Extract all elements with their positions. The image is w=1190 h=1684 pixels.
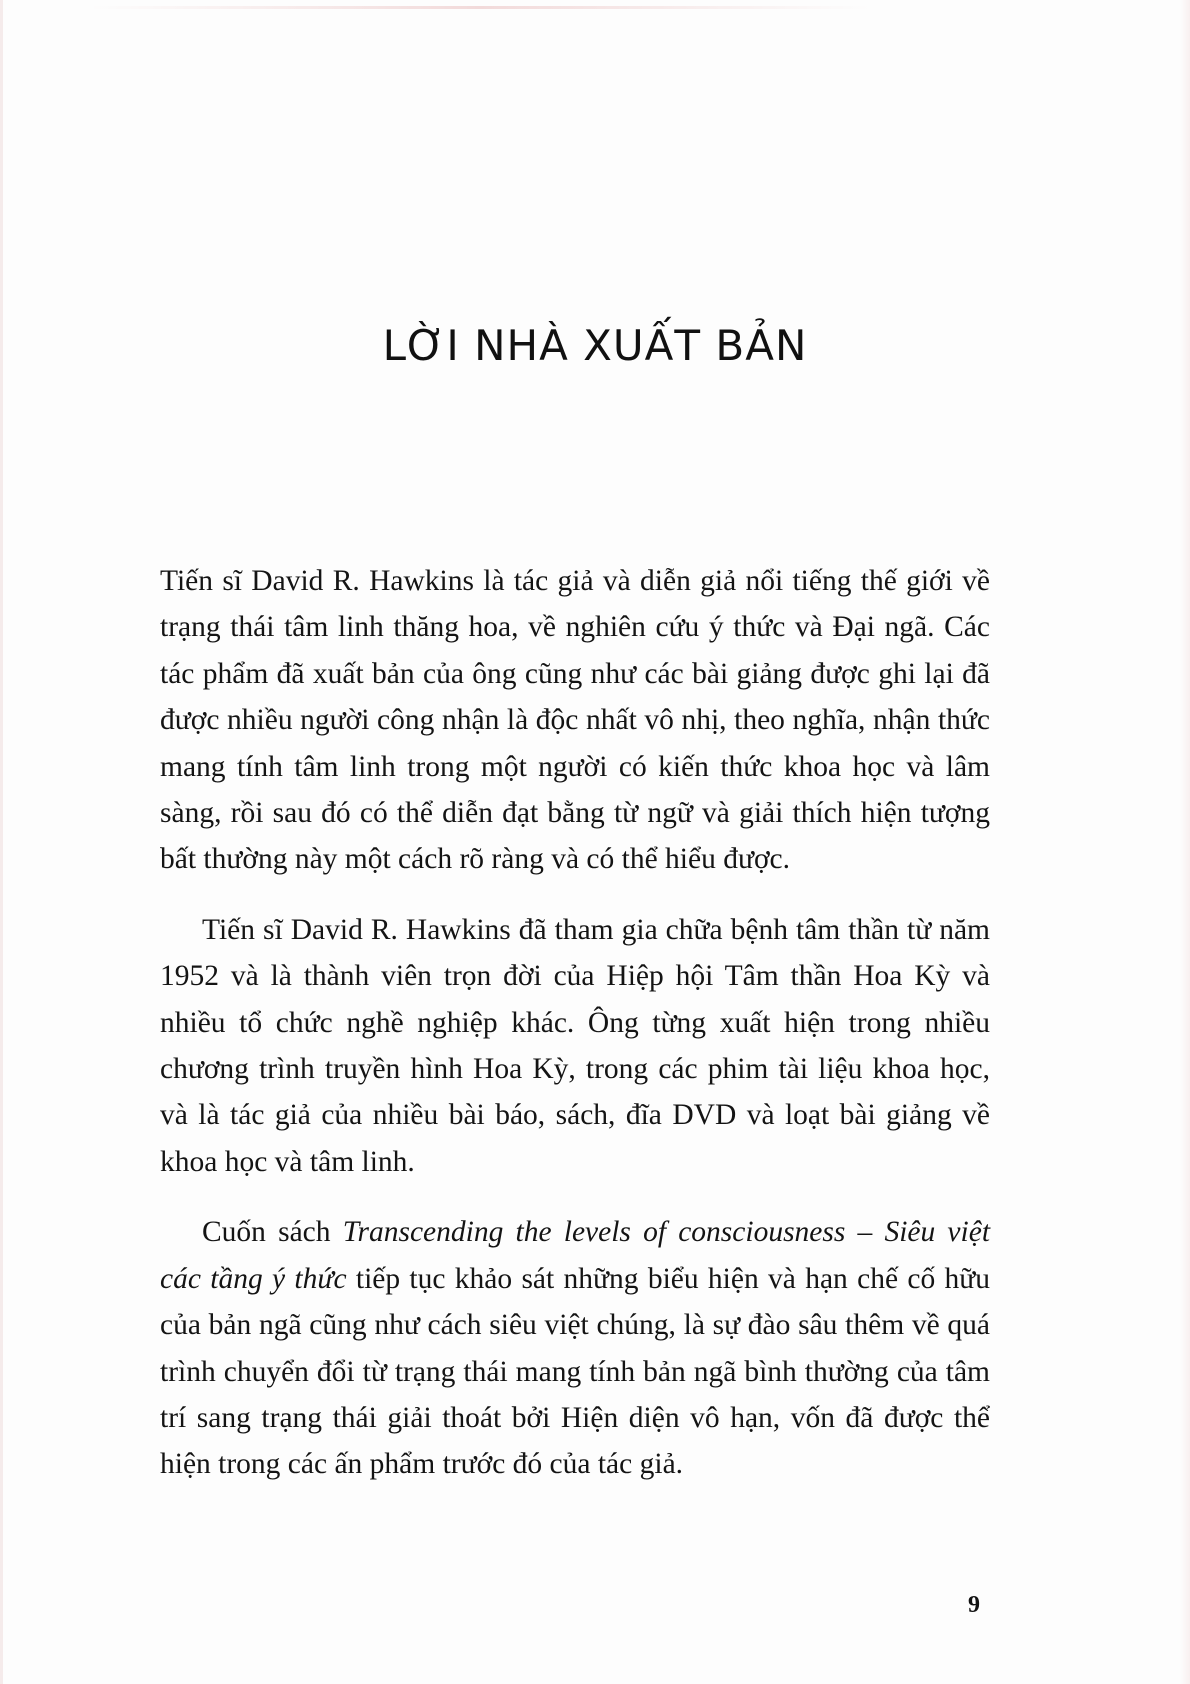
book-title-italic: Transcending the levels of consciousness – Siêu việt các tầng ý thức [160, 1216, 991, 1295]
page-edge-left [0, 0, 3, 1684]
page-edge-top [90, 6, 870, 9]
body-text [160, 558, 990, 1512]
page-title: LỜI NHÀ XUẤT BẢN [382, 321, 808, 370]
paragraph-3-rest: tiếp tục khảo sát những biểu hiện và hạn chế cố hữu của bản ngã cũng như cách siêu việt chúng, là sự đào sâu thêm về quá trình chuyển đổi từ trạng thái mang tính bản ngã bình thường của tâm trí sang trạng thái giải thoát bởi Hiện diện vô hạn, vốn đã được thể hiện trong các ấn phẩm trước đó của tác giả. [160, 1262, 991, 1481]
paragraph-2: Tiến sĩ David R. Hawkins đã tham gia chữa bệnh tâm thần từ năm 1952 và là thành viên trọn đời của Hiệp hội Tâm thần Hoa Kỳ và nhiều tổ chức nghề nghiệp khác. Ông từng xuất hiện trong nhiều chương trình truyền hình Hoa Kỳ, trong các phim tài liệu khoa học, và là tác giả của nhiều bài báo, sách, đĩa DVD và loạt bài giảng về khoa học và tâm linh. [160, 913, 990, 1178]
paragraph-3 [160, 1209, 990, 1487]
page-edge-right [1180, 0, 1190, 1684]
paragraph-3-lead: Cuốn sách [202, 1216, 343, 1249]
page-number: 9 [968, 1592, 980, 1618]
paragraph-1: Tiến sĩ David R. Hawkins là tác giả và diễn giả nổi tiếng thế giới về trạng thái tâm linh thăng hoa, về nghiên cứu ý thức và Đại ngã. Các tác phẩm đã xuất bản của ông cũng như các bài giảng được ghi lại đã được nhiều người công nhận là độc nhất vô nhị, theo nghĩa, nhận thức mang tính tâm linh trong một người có kiến thức khoa học và lâm sàng, rồi sau đó có thể diễn đạt bằng từ ngữ và giải thích hiện tượng bất thường này một cách rõ ràng và có thể hiểu được. [160, 565, 990, 876]
